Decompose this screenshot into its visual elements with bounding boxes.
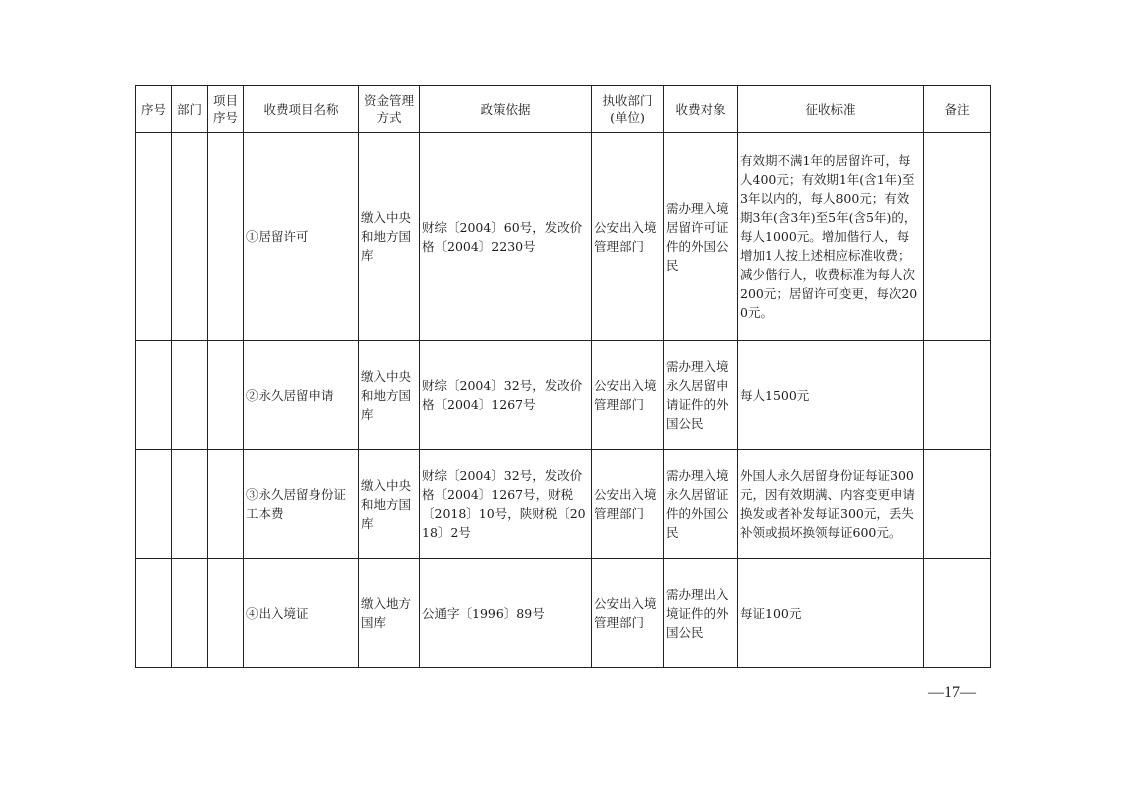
cell-remarks [924, 341, 991, 450]
header-item-seq: 项目序号 [208, 86, 244, 133]
cell-seq [136, 341, 172, 450]
header-target: 收费对象 [664, 86, 738, 133]
cell-policy: 公通字〔1996〕89号 [420, 559, 592, 668]
page-number: —17— [928, 684, 976, 701]
cell-fee-name: ③永久居留身份证工本费 [244, 450, 359, 559]
cell-fee-name: ④出入境证 [244, 559, 359, 668]
table-row [136, 341, 991, 450]
cell-policy: 财综〔2004〕60号，发改价格〔2004〕2230号 [420, 133, 592, 341]
table-row [136, 450, 991, 559]
cell-standard: 有效期不满1年的居留许可，每人400元；有效期1年(含1年)至3年以内的，每人800元；有效期3年(含3年)至5年(含5年)的，每人1000元。增加偕行人，每增加1人按上述相应标准收费；减少偕行人，收费标准为每人次200元；居留许可变更，每次200元。 [738, 133, 924, 341]
table-row [136, 559, 991, 668]
cell-item-seq [208, 559, 244, 668]
cell-fund-mgmt: 缴入中央和地方国库 [359, 341, 420, 450]
header-fund-mgmt: 资金管理方式 [359, 86, 420, 133]
cell-fund-mgmt: 缴入地方国库 [359, 559, 420, 668]
cell-fee-name: ①居留许可 [244, 133, 359, 341]
cell-dept [172, 559, 208, 668]
header-policy: 政策依据 [420, 86, 592, 133]
cell-item-seq [208, 133, 244, 341]
cell-fund-mgmt: 缴入中央和地方国库 [359, 450, 420, 559]
header-remarks: 备注 [924, 86, 991, 133]
cell-remarks [924, 133, 991, 341]
cell-policy: 财综〔2004〕32号，发改价格〔2004〕1267号 [420, 341, 592, 450]
cell-seq [136, 450, 172, 559]
cell-target: 需办理入境永久居留证件的外国公民 [664, 450, 738, 559]
cell-policy: 财综〔2004〕32号，发改价格〔2004〕1267号，财税〔2018〕10号，陕财税〔2018〕2号 [420, 450, 592, 559]
cell-dept [172, 341, 208, 450]
cell-remarks [924, 450, 991, 559]
cell-dept [172, 133, 208, 341]
table-row [136, 133, 991, 341]
cell-exec-dept: 公安出入境管理部门 [592, 341, 664, 450]
cell-item-seq [208, 450, 244, 559]
cell-exec-dept: 公安出入境管理部门 [592, 559, 664, 668]
cell-standard: 每证100元 [738, 559, 924, 668]
cell-standard: 每人1500元 [738, 341, 924, 450]
header-exec-dept: 执收部门(单位) [592, 86, 664, 133]
header-row [136, 86, 991, 133]
fee-table [135, 85, 991, 668]
cell-fee-name: ②永久居留申请 [244, 341, 359, 450]
cell-remarks [924, 559, 991, 668]
cell-seq [136, 133, 172, 341]
cell-target: 需办理入境永久居留申请证件的外国公民 [664, 341, 738, 450]
cell-fund-mgmt: 缴入中央和地方国库 [359, 133, 420, 341]
cell-target: 需办理入境居留许可证件的外国公民 [664, 133, 738, 341]
cell-dept [172, 450, 208, 559]
cell-standard: 外国人永久居留身份证每证300元，因有效期满、内容变更申请换发或者补发每证300元，丢失补领或损坏换领每证600元。 [738, 450, 924, 559]
cell-seq [136, 559, 172, 668]
header-fee-name: 收费项目名称 [244, 86, 359, 133]
cell-exec-dept: 公安出入境管理部门 [592, 450, 664, 559]
cell-exec-dept: 公安出入境管理部门 [592, 133, 664, 341]
cell-item-seq [208, 341, 244, 450]
header-seq: 序号 [136, 86, 172, 133]
header-dept: 部门 [172, 86, 208, 133]
header-standard: 征收标准 [738, 86, 924, 133]
cell-target: 需办理出入境证件的外国公民 [664, 559, 738, 668]
